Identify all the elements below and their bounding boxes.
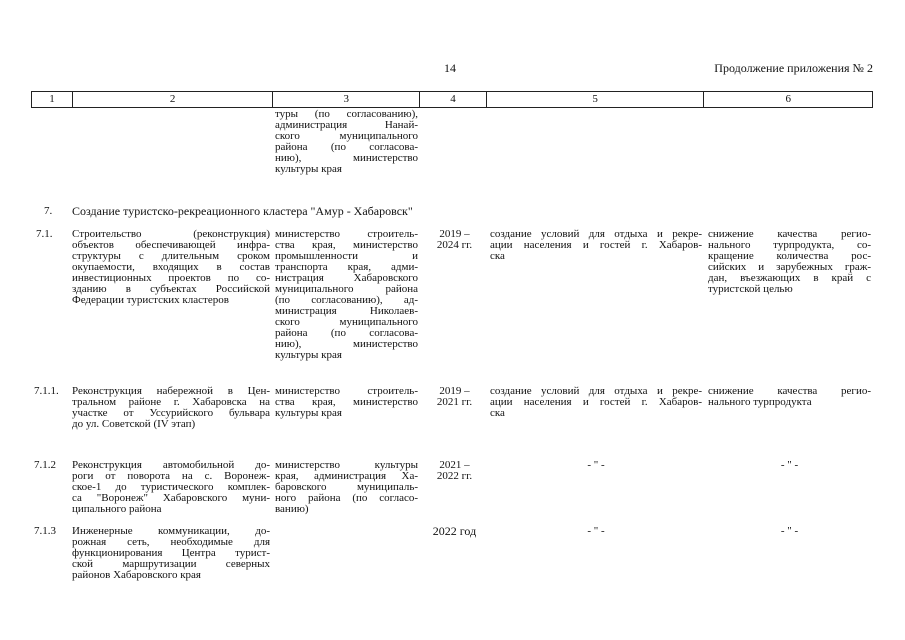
- text-line: края, администрация Ха-: [275, 470, 418, 482]
- text-line: ска: [490, 407, 505, 419]
- text-line: нального турпродукта, со-: [708, 239, 871, 251]
- text-line: туристской целью: [708, 283, 793, 295]
- column-number-5: 5: [487, 92, 704, 107]
- text-line: роги от поворота на с. Воронеж-: [72, 470, 270, 482]
- page-number: 14: [444, 61, 456, 75]
- column-number-3: 3: [273, 92, 420, 107]
- text-line: нистрация Хабаровского: [275, 272, 418, 284]
- text-line: окупаемости, входящих в состав: [72, 261, 270, 273]
- row-number: 7.1.2: [34, 459, 56, 471]
- text-line: района (по согласова-: [275, 327, 418, 339]
- text-line: администрация Нанай-: [275, 119, 418, 131]
- row-name: [72, 526, 270, 581]
- row-effect: [708, 386, 871, 408]
- row-effect: - " -: [780, 459, 799, 471]
- text-line: создание условий для отдыха и рекре-: [490, 385, 702, 397]
- row-result: [490, 229, 702, 262]
- text-line: участке от Уссурийского бульвара: [72, 407, 270, 419]
- row-responsible: [275, 526, 418, 537]
- row-name: [72, 386, 270, 430]
- row-number: 7.1.3: [34, 525, 56, 537]
- text-line: создание условий для отдыха и рекре-: [490, 228, 702, 240]
- text-line: баровского муниципаль-: [275, 481, 418, 493]
- row-period: 2019 – 2024 гг.: [436, 228, 473, 251]
- section-number: 7.: [44, 205, 53, 217]
- continuation-responsible: [275, 109, 418, 175]
- row-number: 7.1.1.: [34, 385, 59, 397]
- text-line: ного района (по согласо-: [275, 492, 418, 504]
- text-line: дан, въезжающих в край с: [708, 272, 871, 284]
- text-line: нию), министерство: [275, 338, 418, 350]
- text-line: снижение качества регио-: [708, 228, 871, 240]
- row-period: 2021 – 2022 гг.: [436, 459, 473, 482]
- appendix-note: Продолжение приложения № 2: [714, 61, 873, 75]
- text-line: рожная сеть, необходимые для: [72, 536, 270, 548]
- row-result: [490, 386, 702, 419]
- text-line: ское-1 до туристического комплек-: [72, 481, 270, 493]
- text-line: министерство строитель-: [275, 228, 418, 240]
- column-number-1: 1: [32, 92, 73, 107]
- row-effect: - " -: [780, 525, 799, 537]
- text-line: ации населения и гостей г. Хабаров-: [490, 239, 702, 251]
- section-title: Создание туристско-рекреационного кластера "Амур - Хабаровск": [72, 204, 413, 218]
- text-line: ципального района: [72, 503, 162, 515]
- text-line: объектов обеспечивающей инфра-: [72, 239, 270, 251]
- text-line: Реконструкция набережной в Цен-: [72, 385, 270, 397]
- text-line: структуры с длительным сроком: [72, 250, 270, 262]
- text-line: (по согласованию), ад-: [275, 294, 418, 306]
- row-responsible: [275, 460, 418, 515]
- text-line: инвестиционных проектов по со-: [72, 272, 270, 284]
- text-line: муниципального района: [275, 283, 418, 295]
- text-line: ванию): [275, 503, 309, 515]
- text-line: ства края, министерство: [275, 239, 418, 251]
- text-line: ской маршрутизации северных: [72, 558, 270, 570]
- text-line: нию), министерство: [275, 152, 418, 164]
- text-line: ска: [490, 250, 505, 262]
- row-name: [72, 460, 270, 515]
- text-line: [275, 526, 418, 537]
- row-effect: [708, 229, 871, 295]
- text-line: зданию в субъектах Российской: [72, 283, 270, 295]
- row-result: - " -: [587, 525, 605, 537]
- text-line: транспорта края, адми-: [275, 261, 418, 273]
- column-number-header: [31, 91, 873, 108]
- column-number-6: 6: [785, 93, 791, 105]
- text-line: до ул. Советской (IV этап): [72, 418, 196, 430]
- row-period: 2019 – 2021 гг.: [436, 385, 473, 408]
- text-line: ации населения и гостей г. Хабаров-: [490, 396, 702, 408]
- row-number: 7.1.: [36, 228, 53, 240]
- text-line: культуры края: [275, 407, 342, 419]
- text-line: нального турпродукта: [708, 396, 812, 408]
- text-line: туры (по согласованию),: [275, 108, 418, 120]
- text-line: промышленности и: [275, 250, 418, 262]
- column-number-2: 2: [73, 92, 274, 107]
- text-line: кращение количества рос-: [708, 250, 871, 262]
- row-responsible: [275, 386, 418, 419]
- column-number-4: 4: [420, 92, 487, 107]
- text-line: министрация Николаев-: [275, 305, 418, 317]
- text-line: Федерации туристских кластеров: [72, 294, 229, 306]
- text-line: снижение качества регио-: [708, 385, 871, 397]
- text-line: Реконструкция автомобильной до-: [72, 459, 270, 471]
- text-line: са "Воронеж" Хабаровского муни-: [72, 492, 270, 504]
- text-line: сийских и зарубежных граж-: [708, 261, 871, 273]
- text-line: Инженерные коммуникации, до-: [72, 525, 270, 537]
- text-line: министерство культуры: [275, 459, 418, 471]
- row-name: [72, 229, 270, 306]
- text-line: района (по согласова-: [275, 141, 418, 153]
- row-period: 2022 год: [432, 524, 477, 538]
- row-result: - " -: [587, 459, 605, 471]
- text-line: тральном районе г. Хабаровска на: [72, 396, 270, 408]
- text-line: ского муниципального: [275, 130, 418, 142]
- text-line: культуры края: [275, 349, 342, 361]
- text-line: культуры края: [275, 163, 342, 175]
- text-line: ского муниципального: [275, 316, 418, 328]
- text-line: функционирования Центра турист-: [72, 547, 270, 559]
- text-line: ства края, министерство: [275, 396, 418, 408]
- text-line: районов Хабаровского края: [72, 569, 201, 581]
- text-line: Строительство (реконструкция): [72, 228, 270, 240]
- text-line: министерство строитель-: [275, 385, 418, 397]
- row-responsible: [275, 229, 418, 361]
